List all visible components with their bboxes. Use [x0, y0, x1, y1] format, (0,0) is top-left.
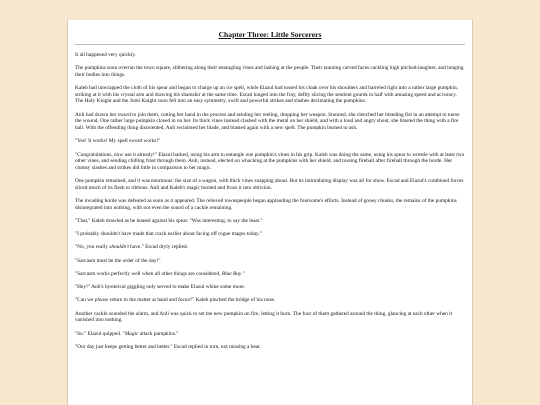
paragraph: "No, you really shouldn't have." Escad dryly replied.: [75, 244, 188, 251]
title-divider: [75, 44, 465, 45]
paragraph: It all happened very quickly.: [75, 52, 136, 58]
paragraph: Kaleb had unwrapped the cloth of his spear and began to charge up an ice spell, while Elazul had tossed his cloak over his shoulders and barreled right into a rather large pumpkin, striking at it with his crystal arm and drawing his shamshir at the same time. Escad lunged into the fray, deftly slicing the sentient gourds in half with amazing speed and accuracy. The Holy Knight and the Jumi Knight soon fell into an easy symmetry, swift and powerful strikes and slashes decimating the pumpkins.: [75, 85, 458, 105]
paragraph: "Congratulations, now use it already!" Elazul barked, using his arm to entangle one pumpkin's vines in his grip. Kaleb was doing the same, using his spear to wrestle with at least two other vines, and sending chilling frost through them. Anli, instead, elected on whacking at the pumpkins with her shield, and tossing fireball after fireball through the horde. Her clumsy slashes and strikes did little in comparison to her magic.: [75, 151, 465, 171]
paragraph: "I probably shouldn't have made that crack earlier about facing off rogue mages today.": [75, 231, 262, 238]
document-page: [67, 20, 473, 405]
paragraph: The pumpkins soon overran the town square, slithering along their entangling vines and lashing at the people. Their taunting carved faces cackling high pitched-laughter, and lunging their bodies into things.: [75, 65, 464, 78]
paragraph: "Hey!" Anli's hysterical giggling only served to make Elazul whine some more.: [75, 284, 246, 291]
paragraph: Another cackle sounded the alarm, and Anli was quick to set the new pumpkin on fire, letting it burn. The four of them gathered around the thing, glancing at each other when it vanished into nothing.: [75, 310, 453, 324]
paragraph: One pumpkin remained, and it was enormous: the size of a wagon, with thick vines snapping about. But its intimidating display was all for show. Escad and Elazul's combined forces sliced much of its flesh to ribbons. Anli and Kaleb's magic burned and froze it into oblivion.: [75, 178, 464, 191]
paragraph: Anli had drawn her sword to join them, cutting her hand in the process and sending her reeling, dropping her weapon. Stunned, she clenched her bleeding fist in an attempt to nurse the wound. One rather large pumpkin closed in on her. Its thick vines instead clashed with the metal on her shield, and with a loud and angry shout, she blasted the thing with a fire ball. With the offending thing disoriented, Anli reclaimed her blade, and blasted again with a new spell. The pumpkin burned to ash.: [75, 111, 460, 132]
paragraph: "So." Elazul quipped. "Magic attack pumpkins.": [75, 330, 179, 337]
paragraph: "Our day just keeps getting better and better." Escad replied in turn, not missing a beat.: [75, 343, 262, 350]
story-body: [75, 52, 465, 350]
paragraph: "That," Kaleb drawled as he leaned against his spear. "Was interesting, to say the least.": [75, 217, 263, 224]
paragraph: The invading horde was defeated as soon as it appeared. The relieved townspeople began applauding the foursome's efforts. Instead of gooey chunks, the remains of the pumpkins disintegrated into nothing, with not even the sound of a cackle remaining.: [75, 198, 457, 211]
paragraph: "Can we please return to the matter at hand and focus?" Kaleb pinched the bridge of his nose.: [75, 297, 276, 304]
paragraph: "Yes! It works! My spell sword works!": [75, 138, 161, 145]
paragraph: "Sarcasm must be the order of the day!": [75, 257, 161, 264]
chapter-title: Chapter Three: Little Sorcerers: [218, 30, 322, 39]
paragraph: "Sarcasm works perfectly well when all other things are considered, Blue Boy.": [75, 270, 245, 277]
